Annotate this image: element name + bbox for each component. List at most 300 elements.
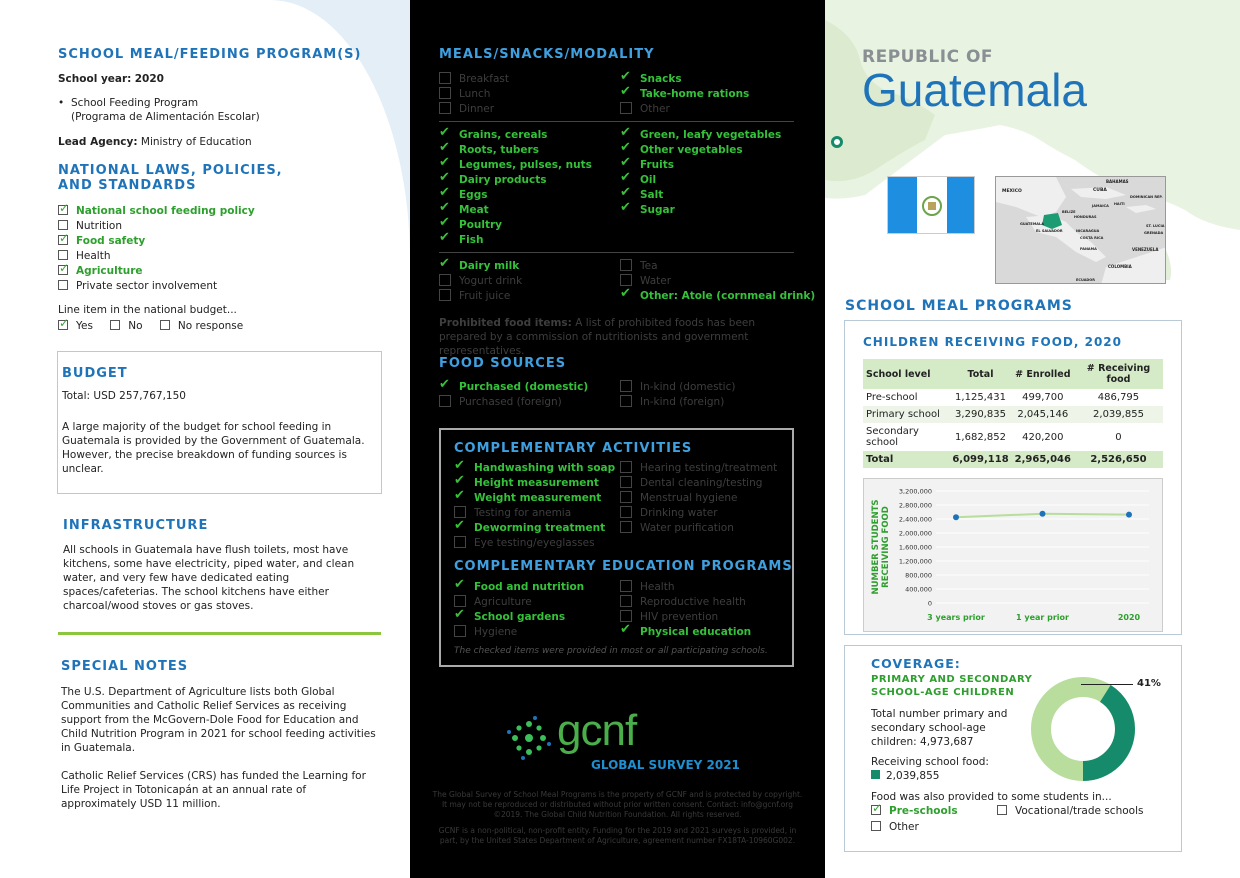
checklist-checkbox[interactable] [439, 203, 451, 215]
coverage-box [844, 645, 1182, 852]
checklist-label: In-kind (foreign) [640, 396, 725, 408]
checklist-label: Snacks [640, 73, 682, 85]
checklist-checkbox[interactable] [620, 143, 632, 155]
laws-list [58, 204, 398, 294]
table-header-cell: # Receiving food [1074, 359, 1163, 389]
budget-box [57, 351, 382, 494]
activities-left-list [454, 461, 619, 551]
lead-agency [58, 136, 398, 148]
special-notes-section [61, 659, 381, 811]
coverage-subtitle-1: PRIMARY AND SECONDARY [871, 674, 1033, 685]
checklist-checkbox[interactable] [620, 491, 632, 503]
map-label-nicaragua: NICARAGUA [1076, 229, 1100, 233]
no-label: No [128, 320, 143, 332]
checklist-label: Sugar [640, 204, 675, 216]
checklist-item [439, 218, 619, 233]
checklist-label: Dairy milk [459, 260, 520, 272]
location-marker-icon [831, 136, 843, 148]
no-response-checkbox[interactable] [160, 320, 170, 330]
law-label: Agriculture [76, 265, 143, 277]
table-cell: 420,200 [1022, 431, 1064, 443]
checklist-item [439, 380, 619, 395]
table-cell: 486,795 [1097, 392, 1140, 403]
checklist-label: Handwashing with soap [474, 462, 616, 474]
law-checkbox[interactable] [58, 280, 68, 290]
vocational-checkbox[interactable] [997, 805, 1007, 815]
checklist-label: Eggs [459, 189, 488, 201]
table-total-row [863, 451, 1163, 468]
checklist-checkbox[interactable] [620, 72, 632, 84]
checklist-item [454, 461, 619, 476]
checklist-checkbox[interactable] [620, 289, 632, 301]
checklist-item [620, 625, 790, 640]
panel-middle [410, 0, 825, 878]
checklist-item [620, 274, 800, 289]
checklist-checkbox[interactable] [620, 128, 632, 140]
school-year-label: School year: [58, 73, 132, 85]
laws-title-line-1: NATIONAL LAWS, POLICIES, [58, 163, 283, 178]
coverage-receiving-label: Receiving school food: [871, 756, 989, 768]
checklist-item [620, 188, 800, 203]
checklist-item [620, 173, 800, 188]
coverage-subtitle-2: SCHOOL-AGE CHILDREN [871, 687, 1015, 698]
checklist-label: Salt [640, 189, 664, 201]
map-label-venezuela: VENEZUELA [1132, 247, 1159, 252]
checklist-checkbox[interactable] [439, 289, 451, 301]
no-response-label: No response [177, 320, 244, 332]
checklist-checkbox[interactable] [439, 274, 451, 286]
table-total-cell: Total [863, 451, 949, 468]
checklist-checkbox[interactable] [439, 128, 451, 140]
coverage-receiving [871, 770, 939, 782]
checklist-item [454, 536, 619, 551]
also-preschool [871, 804, 958, 819]
checklist-label: Legumes, pulses, nuts [459, 159, 592, 171]
checklist-label: Green, leafy vegetables [640, 129, 782, 141]
data-point [1126, 512, 1132, 518]
checklist-label: Menstrual hygiene [640, 492, 738, 504]
infrastructure-title: INFRASTRUCTURE [63, 518, 209, 533]
x-tick-label: 3 years prior [927, 613, 985, 622]
prohibited-label: Prohibited food items: [439, 317, 572, 329]
checklist-label: Oil [640, 174, 657, 186]
checklist-item [439, 102, 619, 117]
checklist-item [439, 72, 619, 87]
law-checkbox[interactable] [58, 220, 68, 230]
checklist-checkbox[interactable] [454, 536, 466, 548]
law-checkbox[interactable] [58, 205, 68, 215]
coverage-total [871, 707, 1016, 749]
checklist-label: Roots, tubers [459, 144, 539, 156]
table-header-cell: Total [949, 359, 1011, 389]
checklist-item [439, 87, 619, 102]
meal-program-title: SCHOOL MEAL/FEEDING PROGRAM(S) [58, 47, 362, 62]
checklist-label: Other [640, 103, 670, 115]
meals-left-list [439, 72, 619, 117]
also-other [871, 820, 919, 835]
gcnf-logo-icon [505, 714, 553, 762]
checklist-checkbox[interactable] [439, 143, 451, 155]
children-table [863, 359, 1163, 468]
checklist-label: Testing for anemia [474, 507, 572, 519]
checklist-checkbox[interactable] [620, 521, 632, 533]
y-tick-label: 2,800,000 [898, 501, 932, 510]
checklist-checkbox[interactable] [620, 274, 632, 286]
checklist-item [620, 102, 800, 117]
checklist-label: Grains, cereals [459, 129, 548, 141]
coverage-receiving-value: 2,039,855 [886, 770, 940, 782]
checklist-checkbox[interactable] [620, 625, 632, 637]
lead-agency-value: Ministry of Education [140, 136, 252, 148]
map-label-belize: BELIZE [1062, 210, 1076, 214]
also-provided-label: Food was also provided to some students in... [871, 791, 1112, 803]
region-map [995, 176, 1166, 284]
checklist-item [439, 203, 619, 218]
laws-title-line-2: AND STANDARDS [58, 178, 197, 193]
checklist-checkbox[interactable] [454, 491, 466, 503]
checklist-checkbox[interactable] [439, 380, 451, 392]
infrastructure-text: All schools in Guatemala have flush toilets, most have kitchens, some have electricity, piped water, and clean water, and very few have dedicated eating spaces/cafeterias. The school kitchens have either charcoal/wood stoves or gas stoves. [63, 544, 355, 612]
foods-right-list [620, 128, 800, 218]
map-label-ecuador: ECUADOR [1076, 278, 1095, 282]
preschool-label: Pre-schools [889, 805, 958, 817]
school-year [58, 73, 398, 85]
checklist-checkbox[interactable] [620, 203, 632, 215]
budget-line-label: Line item in the national budget... [58, 304, 237, 316]
map-label-guatemala: GUATEMALA [1020, 222, 1044, 226]
checklist-label: Height measurement [474, 477, 599, 489]
x-tick-label: 1 year prior [1016, 613, 1069, 622]
checklist-item [454, 521, 619, 536]
checklist-item [439, 143, 619, 158]
checklist-item [620, 380, 800, 395]
funding-footer: GCNF is a non-political, non-profit entity. Funding for the 2019 and 2021 surveys is provided, in part, by the United States Department of Agriculture, agreement number FX18TA-10960G002. [438, 826, 797, 845]
table-cell: Pre-school [866, 392, 918, 403]
checklist-item [439, 395, 619, 410]
checklist-label: Dinner [459, 103, 495, 115]
law-item [58, 219, 398, 234]
checklist-checkbox[interactable] [620, 580, 632, 592]
checklist-label: Take-home rations [640, 88, 750, 100]
meals-title: MEALS/SNACKS/MODALITY [439, 47, 655, 62]
sources-right-list [620, 380, 800, 410]
checklist-item [454, 491, 619, 506]
checklist-label: Eye testing/eyeglasses [474, 537, 595, 549]
map-label-panama: PANAMA [1080, 247, 1097, 251]
coverage-percent: 41% [1137, 678, 1161, 689]
special-notes-title: SPECIAL NOTES [61, 659, 189, 674]
law-label: Private sector involvement [76, 280, 218, 292]
map-label-mexico: MEXICO [1002, 189, 1022, 194]
table-cell: Secondary school [866, 426, 919, 448]
y-tick-label: 3,200,000 [898, 487, 932, 496]
law-checkbox[interactable] [58, 250, 68, 260]
table-row [863, 389, 1163, 406]
education-right-list [620, 580, 790, 640]
country-name: Guatemala [862, 64, 1088, 116]
budget-title: BUDGET [62, 366, 128, 381]
map-label-haiti: HAITI [1114, 202, 1125, 206]
laws-section [58, 163, 398, 334]
checklist-checkbox[interactable] [439, 233, 451, 245]
program-name: School Feeding Program [71, 97, 199, 109]
checklist-checkbox[interactable] [439, 158, 451, 170]
checklist-item [439, 173, 619, 188]
checklist-item [620, 395, 800, 410]
data-point [953, 514, 959, 520]
checklist-label: Dental cleaning/testing [640, 477, 763, 489]
checklist-item [620, 203, 800, 218]
checklist-checkbox[interactable] [620, 87, 632, 99]
checklist-label: Tea [640, 260, 658, 272]
checklist-checkbox[interactable] [620, 380, 632, 392]
checklist-label: Breakfast [459, 73, 509, 85]
students-chart [864, 479, 1164, 633]
program-name-es: (Programa de Alimentación Escolar) [71, 111, 260, 123]
checklist-checkbox[interactable] [620, 173, 632, 185]
y-tick-label: 0 [927, 599, 932, 608]
table-cell: 1,125,431 [955, 392, 1006, 403]
table-cell: 1,682,852 [955, 431, 1006, 443]
map-label-bahamas: BAHAMAS [1106, 179, 1129, 184]
checklist-label: Purchased (domestic) [459, 381, 589, 393]
checklist-label: Yogurt drink [459, 275, 523, 287]
bullet-icon: • [58, 97, 65, 109]
law-label: Health [76, 250, 111, 262]
yes-checkbox[interactable] [58, 320, 68, 330]
map-label-dominican-rep: DOMINICAN REP. [1130, 195, 1163, 199]
yes-label: Yes [76, 320, 93, 332]
table-row [863, 423, 1163, 451]
checklist-label: HIV prevention [640, 611, 719, 623]
checklist-checkbox[interactable] [620, 476, 632, 488]
table-header-cell: # Enrolled [1012, 359, 1074, 389]
checklist-checkbox[interactable] [454, 595, 466, 607]
checklist-label: Health [640, 581, 675, 593]
checklist-label: Reproductive health [640, 596, 746, 608]
checklist-item [620, 521, 790, 536]
checklist-item [454, 595, 619, 610]
checklist-item [620, 289, 816, 304]
table-cell: 0 [1115, 431, 1122, 443]
checklist-checkbox[interactable] [620, 506, 632, 518]
section-divider [58, 632, 381, 635]
checklist-item [454, 625, 619, 640]
checklist-item [439, 128, 619, 143]
checklist-checkbox[interactable] [620, 188, 632, 200]
checklist-label: Water [640, 275, 672, 287]
checklist-item [439, 158, 619, 173]
other-checkbox[interactable] [871, 821, 881, 831]
checklist-item [620, 72, 800, 87]
checklist-item [454, 610, 619, 625]
checklist-checkbox[interactable] [454, 521, 466, 533]
table-body [863, 389, 1163, 468]
checklist-label: Other vegetables [640, 144, 743, 156]
checklist-item [620, 476, 790, 491]
education-left-list [454, 580, 619, 640]
budget-line-options [58, 319, 398, 334]
map-label-grenada: GRENADA [1144, 231, 1164, 235]
special-notes-paragraph-2: Catholic Relief Services (CRS) has funded the Learning for Life Project in Totonicapán at an annual rate of approximately USD 11 million. [61, 770, 366, 810]
x-tick-label: 2020 [1117, 613, 1141, 622]
drinks-left-list [439, 259, 619, 304]
checklist-label: Deworming treatment [474, 522, 606, 534]
preschool-checkbox[interactable] [871, 805, 881, 815]
checklist-checkbox[interactable] [620, 610, 632, 622]
table-total-cell: 2,965,046 [1012, 451, 1074, 468]
checklist-label: Purchased (foreign) [459, 396, 562, 408]
checklist-checkbox[interactable] [454, 461, 466, 473]
checklist-label: Drinking water [640, 507, 718, 519]
checklist-label: Water purification [640, 522, 734, 534]
checklist-label: Weight measurement [474, 492, 602, 504]
checklist-checkbox[interactable] [620, 259, 632, 271]
gcnf-logo [505, 706, 755, 774]
law-item [58, 264, 398, 279]
law-label: National school feeding policy [76, 205, 255, 217]
checklist-label: Physical education [640, 626, 752, 638]
drinks-right-list [620, 259, 816, 304]
panel-left [0, 0, 410, 878]
checklist-item [439, 259, 619, 274]
comp-activities-title: COMPLEMENTARY ACTIVITIES [454, 441, 693, 456]
legend-swatch [871, 770, 880, 779]
checklist-item [620, 259, 800, 274]
map-label-costa-rica: COSTA RICA [1080, 236, 1104, 240]
checklist-item [439, 289, 619, 304]
country-header [862, 47, 1087, 115]
checklist-checkbox[interactable] [620, 102, 632, 114]
foods-left-list [439, 128, 619, 248]
school-programs-title: SCHOOL MEAL PROGRAMS [845, 298, 1073, 314]
checklist-item [454, 580, 619, 595]
checklist-label: Agriculture [474, 596, 532, 608]
checklist-label: School gardens [474, 611, 566, 623]
comp-education-title: COMPLEMENTARY EDUCATION PROGRAMS [454, 559, 793, 574]
also-vocational [997, 804, 1143, 819]
checklist-checkbox[interactable] [620, 595, 632, 607]
checklist-checkbox[interactable] [620, 395, 632, 407]
checklist-checkbox[interactable] [454, 610, 466, 622]
checklist-checkbox[interactable] [439, 87, 451, 99]
infrastructure-section [63, 518, 383, 613]
checklist-item [620, 143, 800, 158]
table-cell: 3,290,835 [949, 406, 1011, 423]
coverage-donut [1028, 674, 1138, 784]
checked-note: The checked items were provided in most or all participating schools. [454, 646, 768, 656]
law-checkbox[interactable] [58, 235, 68, 245]
checklist-label: Meat [459, 204, 489, 216]
law-label: Food safety [76, 235, 146, 247]
special-notes-paragraph-1: The U.S. Department of Agriculture lists both Global Communities and Catholic Relief Services as receiving support from the McGovern-Dole Food for Education and Child Nutrition Program in 2021 for school feeding activities in Guatemala. [61, 686, 376, 754]
food-sources-section [439, 356, 799, 371]
map-label-st-lucia: ST. LUCIA [1146, 224, 1165, 228]
checklist-checkbox[interactable] [454, 625, 466, 637]
checklist-checkbox[interactable] [454, 506, 466, 518]
chart-container [863, 478, 1163, 632]
checklist-item [620, 461, 790, 476]
program-item [58, 96, 398, 124]
checklist-checkbox[interactable] [439, 395, 451, 407]
vocational-label: Vocational/trade schools [1015, 805, 1144, 817]
checklist-item [620, 595, 790, 610]
checklist-item [620, 128, 800, 143]
map-label-colombia: COLOMBIA [1108, 264, 1132, 269]
checklist-checkbox[interactable] [439, 102, 451, 114]
checklist-item [620, 491, 790, 506]
checklist-checkbox[interactable] [620, 158, 632, 170]
law-item [58, 204, 398, 219]
checklist-checkbox[interactable] [454, 476, 466, 488]
meals-right-list [620, 72, 800, 117]
comp-education-section [454, 559, 794, 574]
checklist-checkbox[interactable] [439, 188, 451, 200]
coverage-title: COVERAGE: [871, 656, 961, 671]
checklist-label: Fish [459, 234, 484, 246]
no-checkbox[interactable] [110, 320, 120, 330]
panel-right [825, 0, 1240, 878]
checklist-label: Fruits [640, 159, 675, 171]
meal-program-section [58, 47, 398, 148]
coverage-total-value: 4,973,687 [920, 736, 974, 748]
checklist-item [620, 87, 800, 102]
checklist-item [620, 610, 790, 625]
children-box [844, 320, 1182, 635]
map-label-el-salvador: EL SALVADOR [1036, 229, 1063, 233]
checklist-checkbox[interactable] [439, 173, 451, 185]
other-label: Other [889, 821, 919, 833]
y-tick-label: 400,000 [905, 585, 932, 594]
table-cell: 2,039,855 [1074, 406, 1163, 423]
y-tick-label: 1,200,000 [898, 557, 932, 566]
copyright-footer: The Global Survey of School Meal Programs is the property of GCNF and is protected by copyright. It may not be reproduced or distributed without prior written consent. Contact: info@gcnf.org ©2019. The Global Child Nutrition Foundation. All rights reserved. [432, 790, 803, 819]
children-title: CHILDREN RECEIVING FOOD, 2020 [863, 335, 1123, 349]
table-header-row [863, 359, 1163, 389]
law-item [58, 234, 398, 249]
map-label-cuba: CUBA [1093, 188, 1107, 193]
checklist-checkbox[interactable] [439, 72, 451, 84]
donut-callout-line [1081, 684, 1133, 685]
gcnf-logo-text: gcnf [557, 706, 637, 755]
sources-left-list [439, 380, 619, 410]
coverage-subtitle [871, 673, 1032, 699]
table-header-cell: School level [863, 359, 949, 389]
budget-total: Total: USD 257,767,150 [62, 390, 186, 402]
checklist-item [620, 580, 790, 595]
checklist-item [439, 188, 619, 203]
checklist-checkbox[interactable] [454, 580, 466, 592]
checklist-item [620, 506, 790, 521]
checklist-checkbox[interactable] [620, 461, 632, 473]
checklist-checkbox[interactable] [439, 218, 451, 230]
checklist-checkbox[interactable] [439, 259, 451, 271]
y-axis-label: NUMBER STUDENTSRECEIVING FOOD [871, 499, 891, 595]
gcnf-logo-subtitle: GLOBAL SURVEY 2021 [591, 758, 740, 772]
prohibited-text: A list of prohibited foods has been prepared by a commission of nutritionists and government representatives. [439, 317, 756, 357]
y-tick-label: 1,600,000 [898, 543, 932, 552]
law-checkbox[interactable] [58, 265, 68, 275]
table-cell: Primary school [863, 406, 949, 423]
activities-right-list [620, 461, 790, 536]
table-total-cell: 2,526,650 [1074, 451, 1163, 468]
map-label-jamaica: JAMAICA [1092, 204, 1109, 208]
checklist-label: Hygiene [474, 626, 518, 638]
checklist-label: Lunch [459, 88, 491, 100]
lead-agency-label: Lead Agency: [58, 136, 138, 148]
comp-activities-section [454, 441, 794, 456]
meals-section [439, 47, 799, 62]
